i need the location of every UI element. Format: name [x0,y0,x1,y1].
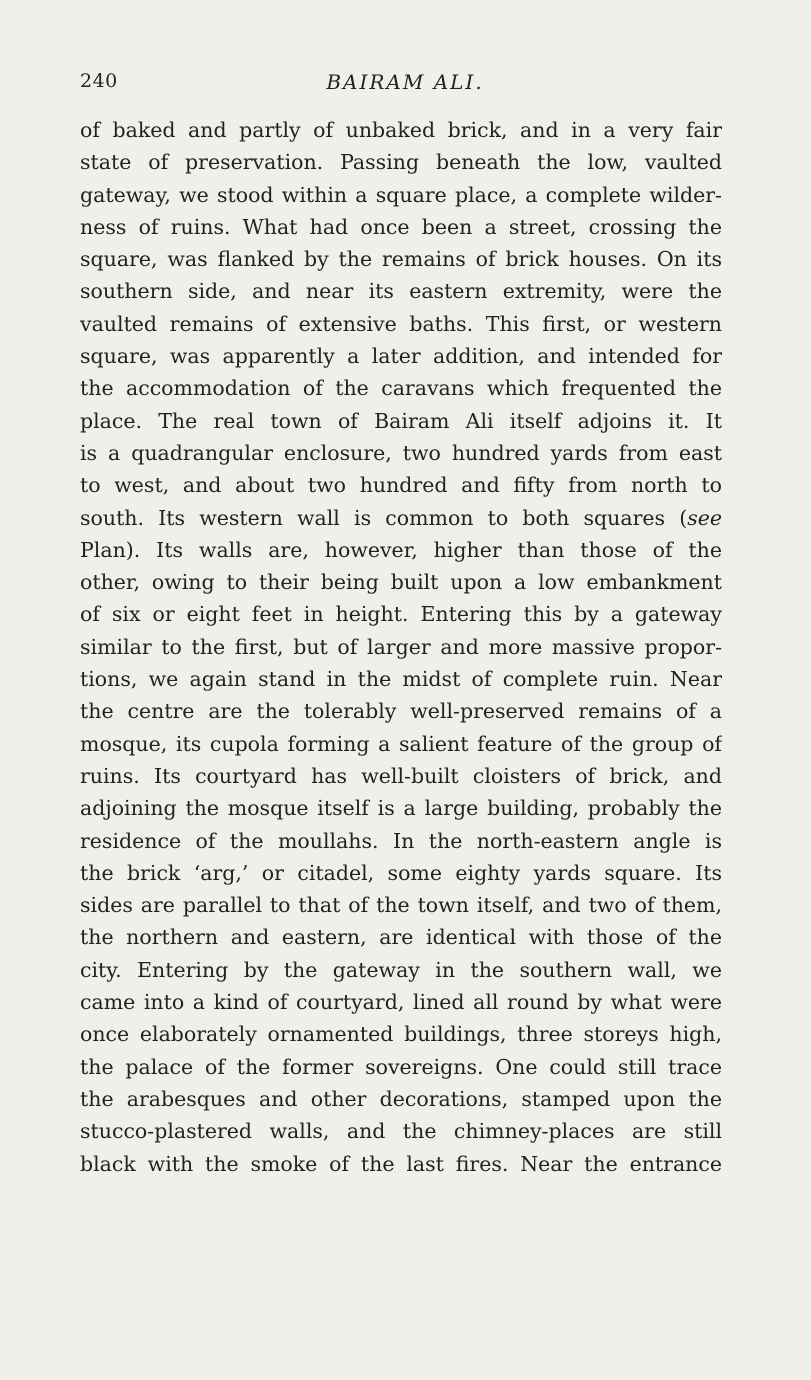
page-header [80,70,730,100]
text-line: the brick ‘arg,’ or citadel, some eighty yards square. Its [80,860,722,885]
text-line: ness of ruins. What had once been a street, crossing the [80,214,722,239]
text-line: square, was apparently a later addition, and intended for [80,344,722,369]
text-line: mosque, its cupola forming a salient feature of the group of [80,731,722,756]
text-line: black with the smoke of the last fires. Near the entrance [80,1151,722,1176]
text-line: vaulted remains of extensive baths. This first, or western [80,311,722,336]
text-line: similar to the first, but of larger and more massive propor- [80,634,722,659]
text-line: southern side, and near its eastern extremity, were the [80,279,722,304]
text-line: the centre are the tolerably well-preserved remains of a [80,699,722,724]
text-line: once elaborately ornamented buildings, three storeys high, [80,1022,722,1047]
text-line: south. Its western wall is common to both squares (see [80,505,722,530]
text-line: other, owing to their being built upon a low embankment [80,570,722,595]
text-line: gateway, we stood within a square place, a complete wilder- [80,182,722,207]
text-line: is a quadrangular enclosure, two hundred yards from east [80,440,722,465]
text-line: of baked and partly of unbaked brick, and in a very fair [80,118,722,142]
text-line: adjoining the mosque itself is a large building, probably the [80,796,722,821]
text-line: Plan). Its walls are, however, higher than those of the [80,537,722,562]
running-title: BAIRAM ALI. [326,70,484,94]
text-line: of six or eight feet in height. Entering this by a gateway [80,602,722,627]
text-line: the palace of the former sovereigns. One could still trace [80,1054,722,1079]
text-line: stucco-plastered walls, and the chimney-places are still [80,1119,722,1144]
text-line: came into a kind of courtyard, lined all round by what were [80,990,722,1015]
text-line: ruins. Its courtyard has well-built cloisters of brick, and [80,763,722,788]
text-line: residence of the moullahs. In the north-eastern angle is [80,828,722,853]
text-line: to west, and about two hundred and fifty from north to [80,473,722,498]
text-line: tions, we again stand in the midst of complete ruin. Near [80,667,722,692]
text-line: the arabesques and other decorations, stamped upon the [80,1086,722,1111]
body-text [80,114,722,1180]
text-line: sides are parallel to that of the town itself, and two of them, [80,893,722,918]
text-line: city. Entering by the gateway in the southern wall, we [80,957,722,982]
text-line: place. The real town of Bairam Ali itself adjoins it. It [80,408,722,433]
text-line: square, was flanked by the remains of brick houses. On its [80,247,722,272]
page-number: 240 [80,70,118,92]
text-line: the accommodation of the caravans which frequented the [80,376,722,401]
text-line: the northern and eastern, are identical with those of the [80,925,722,950]
text-line: state of preservation. Passing beneath the low, vaulted [80,150,722,175]
